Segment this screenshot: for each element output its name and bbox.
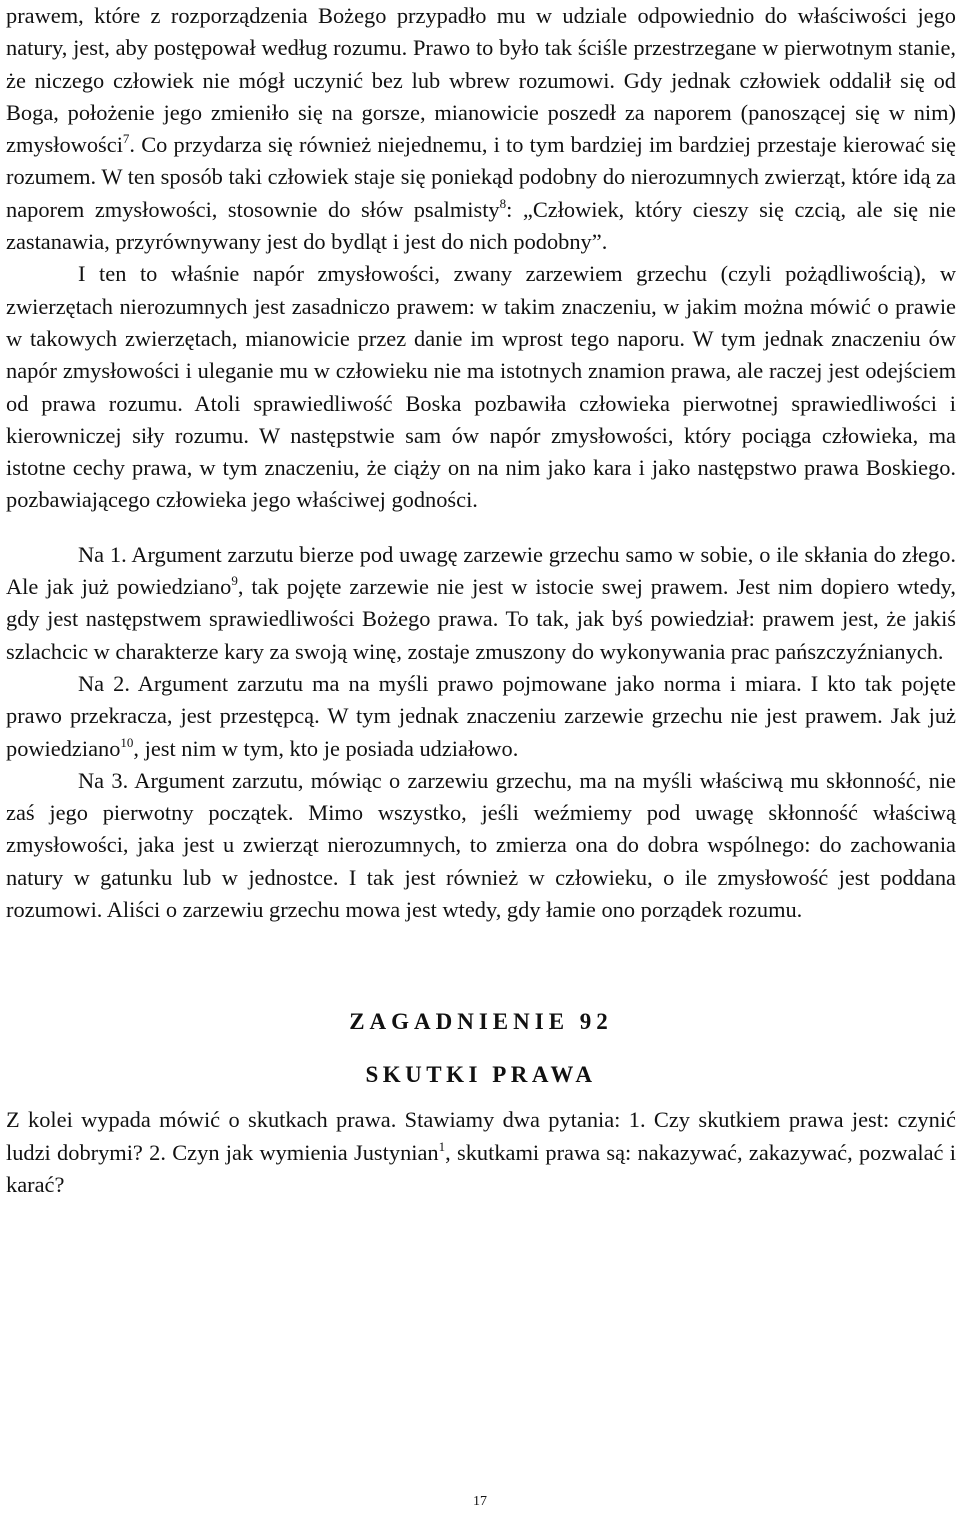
- question-intro: [6, 1104, 956, 1201]
- spacer: [6, 926, 956, 998]
- paragraph-reply-3: Na 3. Argument zarzutu, mówiąc o zarzewiu grzechu, ma na myśli właściwą mu skłonność, nie zaś jego pierwotny początek. Mimo wszystko, jeśli weźmiemy pod uwagę skłonność właściwą zmysłowości, jaka jest u zwierząt nierozumnych, to zmierza ona do dobra wspólnego: do zachowania natury w gatunku lub w jednostce. I tak jest również w człowieku, o ile zmysłowość jest poddana rozumowi. Aliści o zarzewiu grzechu mowa jest wtedy, gdy łamie ono porządek rozumu.: [6, 767, 956, 923]
- text-run: , skutkami prawa są: nakazywać, zakazywać, pozwalać i karać?: [6, 1139, 957, 1197]
- document-page: [6, 0, 956, 1201]
- footnote-ref: 10: [120, 734, 134, 750]
- question-title: ZAGADNIENIE 92: [349, 1009, 613, 1035]
- text-run: Z kolei wypada mówić o skutkach prawa. Stawiamy dwa pytania: 1. Czy skutkiem prawa jest: czynić ludzi dobrymi? 2. Czyn jak wymienia Justynian: [6, 1107, 956, 1165]
- paragraph-reply-1: [6, 539, 956, 668]
- footnote-ref: 7: [122, 131, 130, 147]
- page-number: 17: [473, 1494, 487, 1509]
- text-run: , jest nim w tym, kto je posiada udziałowo.: [133, 735, 519, 761]
- footnote-ref: 9: [231, 573, 238, 589]
- footnote-ref: 8: [499, 195, 507, 211]
- text-run: Na 2. Argument zarzutu ma na myśli prawo pojmowane jako norma i miara. I kto tak pojęte prawo przekracza, jest przestępcą. W tym jednak znaczeniu zarzewie grzechu nie jest prawem. Jak już powiedziano: [6, 670, 956, 761]
- text-run: prawem, które z rozporządzenia Bożego przypadło mu w udziale odpowiednio do właściwości jego natury, jest, aby postępował według rozumu. Prawo to było tak ściśle przestrzegane w pierwotnym stanie, że niczego człowiek nie mógł uczynić bez lub wbrew rozumowi. Gdy jednak człowiek oddalił się od Boga, położenie jego zmieniło się na gorsze, mianowicie poszedł za naporem (panoszącej się w nim) zmysłowości: [6, 3, 956, 158]
- text-run: Na 1. Argument zarzutu bierze pod uwagę zarzewie grzechu samo w sobie, o ile skłania do złego. Ale jak już powiedziano: [6, 541, 956, 600]
- question-subtitle: SKUTKI PRAWA: [365, 1062, 597, 1088]
- spacer: [6, 517, 956, 539]
- text-run: , tak pojęte zarzewie nie jest w istocie swej prawem. Jest nim dopiero wtedy, gdy jest następstwem sprawiedliwości Bożego prawa. To tak, jak byś powiedział: prawem jest, że jakiś szlachcic w charakterze kary za swoją winę, zostaje zmuszony do wykonywania prac pańszczyźnianych.: [6, 574, 956, 664]
- text-run: . Co przydarza się również niejednemu, i to tym bardziej im bardziej przestaje kierować się rozumem. W ten sposób taki człowiek staje się poniekąd podobny do nierozumnych zwierząt, które idą za naporem zmysłowości, stosownie do słów psalmisty: [6, 132, 956, 222]
- paragraph-1: [6, 0, 956, 258]
- footnote-ref: 1: [438, 1138, 446, 1154]
- paragraph-2: I ten to właśnie napór zmysłowości, zwany zarzewiem grzechu (czyli pożądliwością), w zwierzętach nierozumnych jest zasadniczo prawem: w takim znaczeniu, w jakim można mówić o prawie w takowych zwierzętach, mianowicie przez danie im wprost tego naporu. W tym jednak znaczeniu ów napór zmysłowości i uleganie mu w człowieku nie ma istotnych znamion prawa, ale raczej jest odejściem od prawa rozumu. Atoli sprawiedliwość Boska pozbawiła człowieka pierwotnej sprawiedliwości i kierowniczej siły rozumu. W następstwie sam ów napór zmysłowości, który pociąga człowieka, ma istotne cechy prawa, w tym znaczeniu, że ciąży on na nim jako kara i jako następstwo prawa Boskiego. pozbawiającego człowieka jego właściwej godności.: [6, 261, 956, 513]
- text-run: : „Człowiek, który cieszy się czcią, ale się nie zastanawia, przyrównywany jest do bydląt i jest do nich podobny”.: [6, 196, 956, 255]
- paragraph-reply-2: [6, 668, 956, 765]
